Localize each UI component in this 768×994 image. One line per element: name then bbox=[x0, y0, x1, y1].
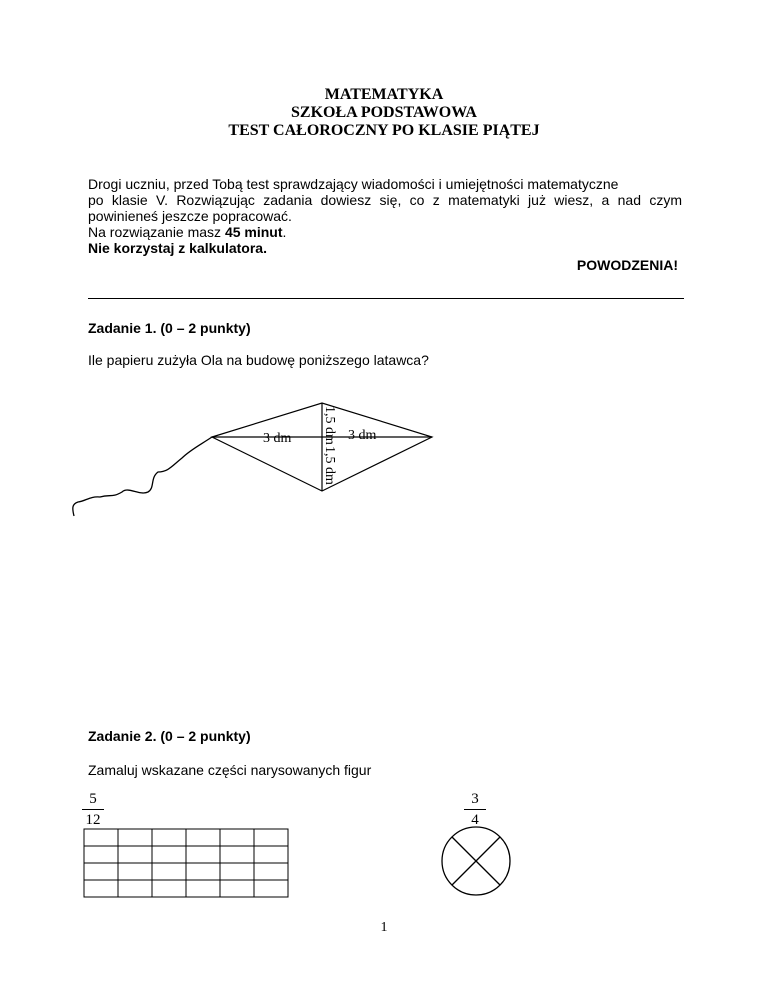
fraction-circle-numerator: 3 bbox=[471, 791, 479, 807]
intro-time-value: 45 minut bbox=[224, 224, 283, 240]
intro-line-2: po klasie V. Rozwiązując zadania dowiesz się, co z matematyki już wiesz, a nad czym bbox=[88, 192, 682, 208]
grid-cell[interactable] bbox=[220, 863, 254, 880]
grid-cell[interactable] bbox=[152, 846, 186, 863]
grid-cell[interactable] bbox=[186, 880, 220, 897]
kite-label-top: 1,5 dm bbox=[322, 406, 337, 445]
good-luck: POWODZENIA! bbox=[576, 257, 678, 273]
grid-cell[interactable] bbox=[118, 863, 152, 880]
grid-cell[interactable] bbox=[186, 846, 220, 863]
title-subject: MATEMATYKA bbox=[324, 86, 444, 103]
grid-cell[interactable] bbox=[220, 829, 254, 846]
kite-label-right: 3 dm bbox=[348, 428, 377, 443]
grid-cell[interactable] bbox=[118, 880, 152, 897]
task1-title: Zadanie 1. (0 – 2 punkty) bbox=[88, 320, 251, 336]
fraction-grid-denominator: 12 bbox=[85, 812, 101, 828]
intro-line-1: Drogi uczniu, przed Tobą test sprawdzający wiadomości i umiejętności matematyczne bbox=[88, 176, 619, 192]
title-school: SZKOŁA PODSTAWOWA bbox=[291, 104, 477, 121]
task2-instruction: Zamaluj wskazane części narysowanych figur bbox=[88, 762, 372, 778]
intro-time-prefix: Na rozwiązanie masz bbox=[88, 224, 225, 240]
grid-cell[interactable] bbox=[254, 846, 288, 863]
grid-cell[interactable] bbox=[220, 846, 254, 863]
fraction-circle-label bbox=[460, 790, 490, 829]
grid-cell[interactable] bbox=[118, 846, 152, 863]
kite-label-left: 3 dm bbox=[263, 431, 292, 446]
fraction-bar bbox=[464, 809, 486, 810]
grid-cell[interactable] bbox=[84, 880, 118, 897]
grid-cell[interactable] bbox=[152, 880, 186, 897]
fraction-grid-label bbox=[78, 790, 108, 829]
grid-cell[interactable] bbox=[152, 863, 186, 880]
fraction-bar bbox=[82, 809, 104, 810]
grid-cell[interactable] bbox=[152, 829, 186, 846]
task1-question: Ile papieru zużyła Ola na budowę poniższego latawca? bbox=[88, 352, 429, 368]
fraction-circle bbox=[442, 827, 510, 895]
grid-cell[interactable] bbox=[186, 829, 220, 846]
grid-cell[interactable] bbox=[84, 863, 118, 880]
kite-label-bottom: 1,5 dm bbox=[322, 446, 337, 485]
grid-cell[interactable] bbox=[254, 863, 288, 880]
page-number: 1 bbox=[380, 920, 388, 935]
grid-cell[interactable] bbox=[254, 829, 288, 846]
intro-no-calculator: Nie korzystaj z kalkulatora. bbox=[88, 240, 267, 256]
grid-cell[interactable] bbox=[186, 863, 220, 880]
fraction-grid-numerator: 5 bbox=[89, 791, 97, 807]
intro-time-suffix: . bbox=[282, 224, 287, 240]
kite-tail bbox=[73, 437, 212, 516]
grid-cell[interactable] bbox=[118, 829, 152, 846]
grid-cell[interactable] bbox=[254, 880, 288, 897]
grid-cell[interactable] bbox=[84, 829, 118, 846]
grid-cell[interactable] bbox=[220, 880, 254, 897]
title-test: TEST CAŁOROCZNY PO KLASIE PIĄTEJ bbox=[228, 122, 540, 139]
fraction-grid bbox=[84, 829, 288, 897]
fraction-circle-denominator: 4 bbox=[471, 812, 479, 828]
intro-line-3: powinieneś jeszcze popracować. bbox=[88, 208, 292, 224]
grid-cell[interactable] bbox=[84, 846, 118, 863]
task2-title: Zadanie 2. (0 – 2 punkty) bbox=[88, 728, 251, 744]
